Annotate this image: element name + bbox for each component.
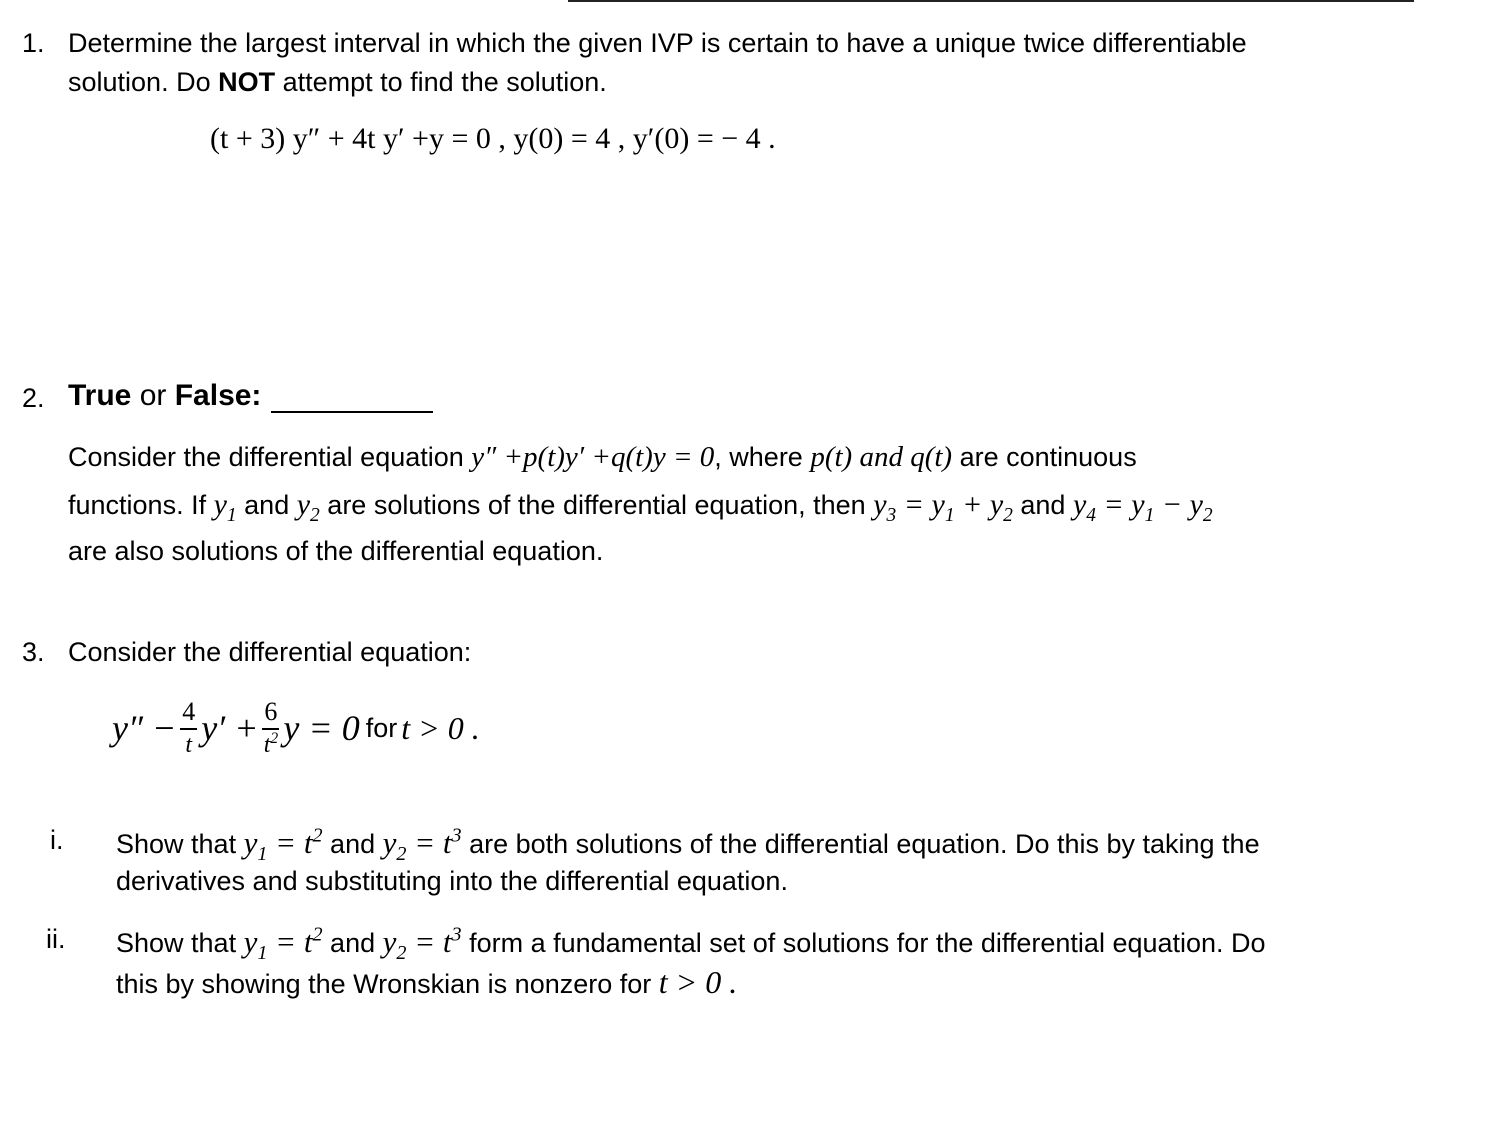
problem-3-equation: y″ − $\frac{4}{t}$ y′ + $\frac{6}{t^2}$ y = 0 for t > 0 . bbox=[112, 697, 480, 758]
sub-ii-line1: Show that $y_1 = t^2$ and $y_2 = t^3$ form a fundamental set of solutions for the differential equation. Do bbox=[116, 923, 1266, 965]
problem-3-number: 3. bbox=[22, 637, 45, 667]
sub-ii-line2: this by showing the Wronskian is nonzero for t > 0 . bbox=[116, 964, 738, 1000]
top-rule bbox=[568, 0, 1414, 2]
problem-2-heading: True or False: bbox=[68, 379, 433, 413]
problem-1-line2: solution. Do NOT attempt to find the solution. bbox=[68, 67, 607, 97]
problem-1-equation: (t + 3) y″ + 4t y′ +y = 0 , y(0) = 4 , y′(0) = − 4 . bbox=[210, 122, 776, 155]
answer-blank[interactable] bbox=[271, 383, 433, 413]
sub-i-line2: derivatives and substituting into the differential equation. bbox=[116, 866, 788, 896]
problem-2-line1: Consider the differential equation y″ +p(t)y′ +q(t)y = 0, where p(t) and q(t) are continuous bbox=[68, 441, 1137, 473]
sub-ii-label: ii. bbox=[46, 924, 66, 954]
sub-i-line1: Show that $y_1 = t^2$ and $y_2 = t^3$ are both solutions of the differential equation. Do this by taking the bbox=[116, 824, 1260, 866]
problem-2-number: 2. bbox=[22, 383, 45, 413]
fraction-6-over-t2: $\frac{6}{t^2}$ bbox=[263, 697, 279, 758]
sub-i-label: i. bbox=[50, 825, 64, 855]
problem-1-line1: Determine the largest interval in which the given IVP is certain to have a unique twice differentiable bbox=[68, 28, 1247, 58]
problem-2-line3: are also solutions of the differential equation. bbox=[68, 536, 604, 566]
fraction-4-over-t: $\frac{4}{t}$ bbox=[182, 697, 196, 758]
problem-2-line2: functions. If $y_1$ and $y_2$ are solutions of the differential equation, then $y_3 = y_1 + y_2$ and $y_4 = y_1 - y_2$ bbox=[68, 488, 1213, 526]
problem-1-number: 1. bbox=[22, 28, 45, 58]
problem-3-intro: Consider the differential equation: bbox=[68, 637, 472, 667]
